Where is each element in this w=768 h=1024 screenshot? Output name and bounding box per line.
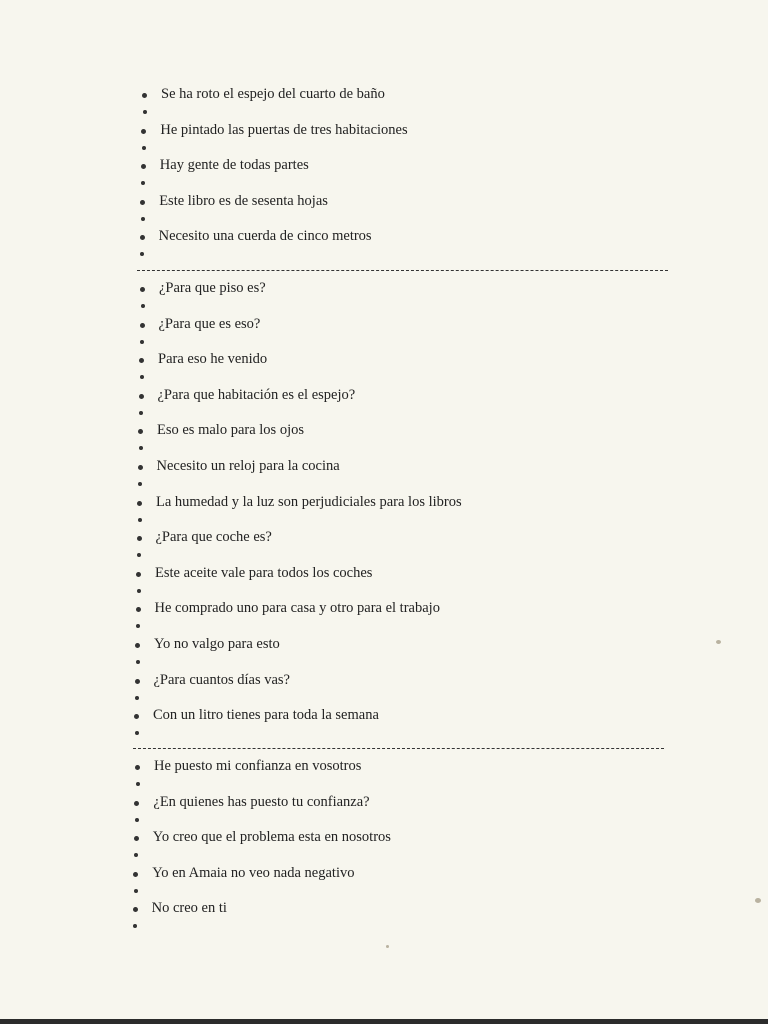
paper-speck	[755, 898, 761, 903]
list-item-text: Hay gente de todas partes	[159, 157, 309, 174]
bullet-icon	[135, 765, 140, 770]
list-item-text: Necesito un reloj para la cocina	[156, 458, 340, 474]
list-item-text: He comprado uno para casa y otro para el trabajo	[154, 600, 440, 617]
list-item	[0, 492, 700, 516]
list-item	[0, 314, 700, 338]
empty-bullet-icon	[139, 446, 143, 450]
bullet-icon	[134, 801, 139, 806]
bullet-icon	[134, 714, 139, 719]
empty-bullet-icon	[143, 110, 147, 114]
list-item	[0, 670, 700, 694]
list-item	[0, 191, 700, 215]
list-item-text: ¿Para que habitación es el espejo?	[157, 386, 356, 403]
empty-bullet-icon	[140, 252, 144, 256]
empty-bullet-icon	[136, 660, 140, 664]
bullet-icon	[140, 323, 145, 328]
bullet-icon	[142, 93, 147, 98]
empty-bullet-icon	[141, 217, 145, 221]
empty-bullet-icon	[136, 624, 140, 628]
list-item-text: ¿Para cuantos días vas?	[153, 671, 290, 688]
list-item-text: Este libro es de sesenta hojas	[159, 192, 328, 209]
empty-bullet-icon	[134, 889, 138, 893]
list-item-text: Yo creo que el problema esta en nosotros	[152, 829, 391, 846]
list-item-text: No creo en ti	[151, 900, 227, 917]
bullet-icon	[135, 643, 140, 648]
empty-bullet-icon	[135, 731, 139, 735]
bullet-icon	[136, 607, 141, 612]
empty-bullet-icon	[135, 696, 139, 700]
list-item-text: ¿Para que coche es?	[155, 529, 272, 546]
list-item	[0, 120, 700, 144]
bullet-icon	[139, 394, 144, 399]
empty-bullet-icon	[134, 853, 138, 857]
empty-bullet-icon	[138, 482, 142, 486]
paper-speck	[716, 640, 721, 644]
list-item-text: He puesto mi confianza en vosotros	[154, 758, 362, 774]
list-item-text: Yo no valgo para esto	[154, 636, 280, 652]
bullet-icon	[135, 679, 140, 684]
paper-speck	[386, 945, 389, 948]
empty-bullet-icon	[138, 518, 142, 522]
bullet-icon	[141, 129, 146, 134]
section-divider	[133, 748, 664, 749]
bullet-icon	[139, 358, 144, 363]
scan-edge	[0, 1019, 768, 1024]
bullet-icon	[137, 536, 142, 541]
list-item	[0, 420, 700, 444]
bullet-icon	[140, 200, 145, 205]
list-item	[0, 827, 700, 851]
list-item	[0, 598, 700, 622]
empty-bullet-icon	[133, 924, 137, 928]
empty-bullet-icon	[141, 304, 145, 308]
list-item-text: Para eso he venido	[158, 351, 268, 368]
empty-bullet-icon	[140, 340, 144, 344]
list-item	[0, 84, 700, 108]
list-item	[0, 792, 700, 816]
bullet-icon	[133, 907, 138, 912]
list-item-text: Necesito una cuerda de cinco metros	[158, 228, 372, 245]
list-item	[0, 527, 700, 551]
empty-bullet-icon	[137, 553, 141, 557]
list-item	[0, 705, 700, 729]
bullet-icon	[137, 501, 142, 506]
list-item-text: He pintado las puertas de tres habitaciones	[160, 121, 408, 138]
list-item	[0, 385, 700, 409]
list-item	[0, 756, 700, 780]
list-item	[0, 278, 700, 302]
list-item	[0, 456, 700, 480]
bullet-icon	[138, 465, 143, 470]
bullet-icon	[138, 429, 143, 434]
list-item-text: ¿Para que es eso?	[158, 315, 261, 332]
list-item	[0, 349, 700, 373]
empty-bullet-icon	[142, 146, 146, 150]
list-item	[0, 634, 700, 658]
list-item	[0, 563, 700, 587]
list-item-text: La humedad y la luz son perjudiciales para los libros	[156, 493, 462, 510]
list-item-text: Eso es malo para los ojos	[157, 422, 304, 439]
section-divider	[137, 270, 668, 271]
empty-bullet-icon	[140, 375, 144, 379]
list-item-text: Yo en Amaia no veo nada negativo	[152, 864, 355, 881]
list-item-text: Este aceite vale para todos los coches	[155, 564, 373, 581]
list-item-text: ¿Para que piso es?	[159, 280, 266, 296]
bullet-icon	[140, 235, 145, 240]
empty-bullet-icon	[141, 181, 145, 185]
list-item-text: Con un litro tienes para toda la semana	[153, 707, 379, 724]
empty-bullet-icon	[137, 589, 141, 593]
list-item-text: Se ha roto el espejo del cuarto de baño	[161, 86, 385, 102]
list-item	[0, 898, 700, 922]
bullet-icon	[140, 287, 145, 292]
bullet-icon	[141, 164, 146, 169]
list-item	[0, 155, 700, 179]
empty-bullet-icon	[136, 782, 140, 786]
bullet-icon	[134, 836, 139, 841]
list-item	[0, 226, 700, 250]
empty-bullet-icon	[135, 818, 139, 822]
bullet-icon	[136, 572, 141, 577]
list-item	[0, 863, 700, 887]
list-item-text: ¿En quienes has puesto tu confianza?	[153, 793, 370, 810]
empty-bullet-icon	[139, 411, 143, 415]
bullet-icon	[133, 872, 138, 877]
